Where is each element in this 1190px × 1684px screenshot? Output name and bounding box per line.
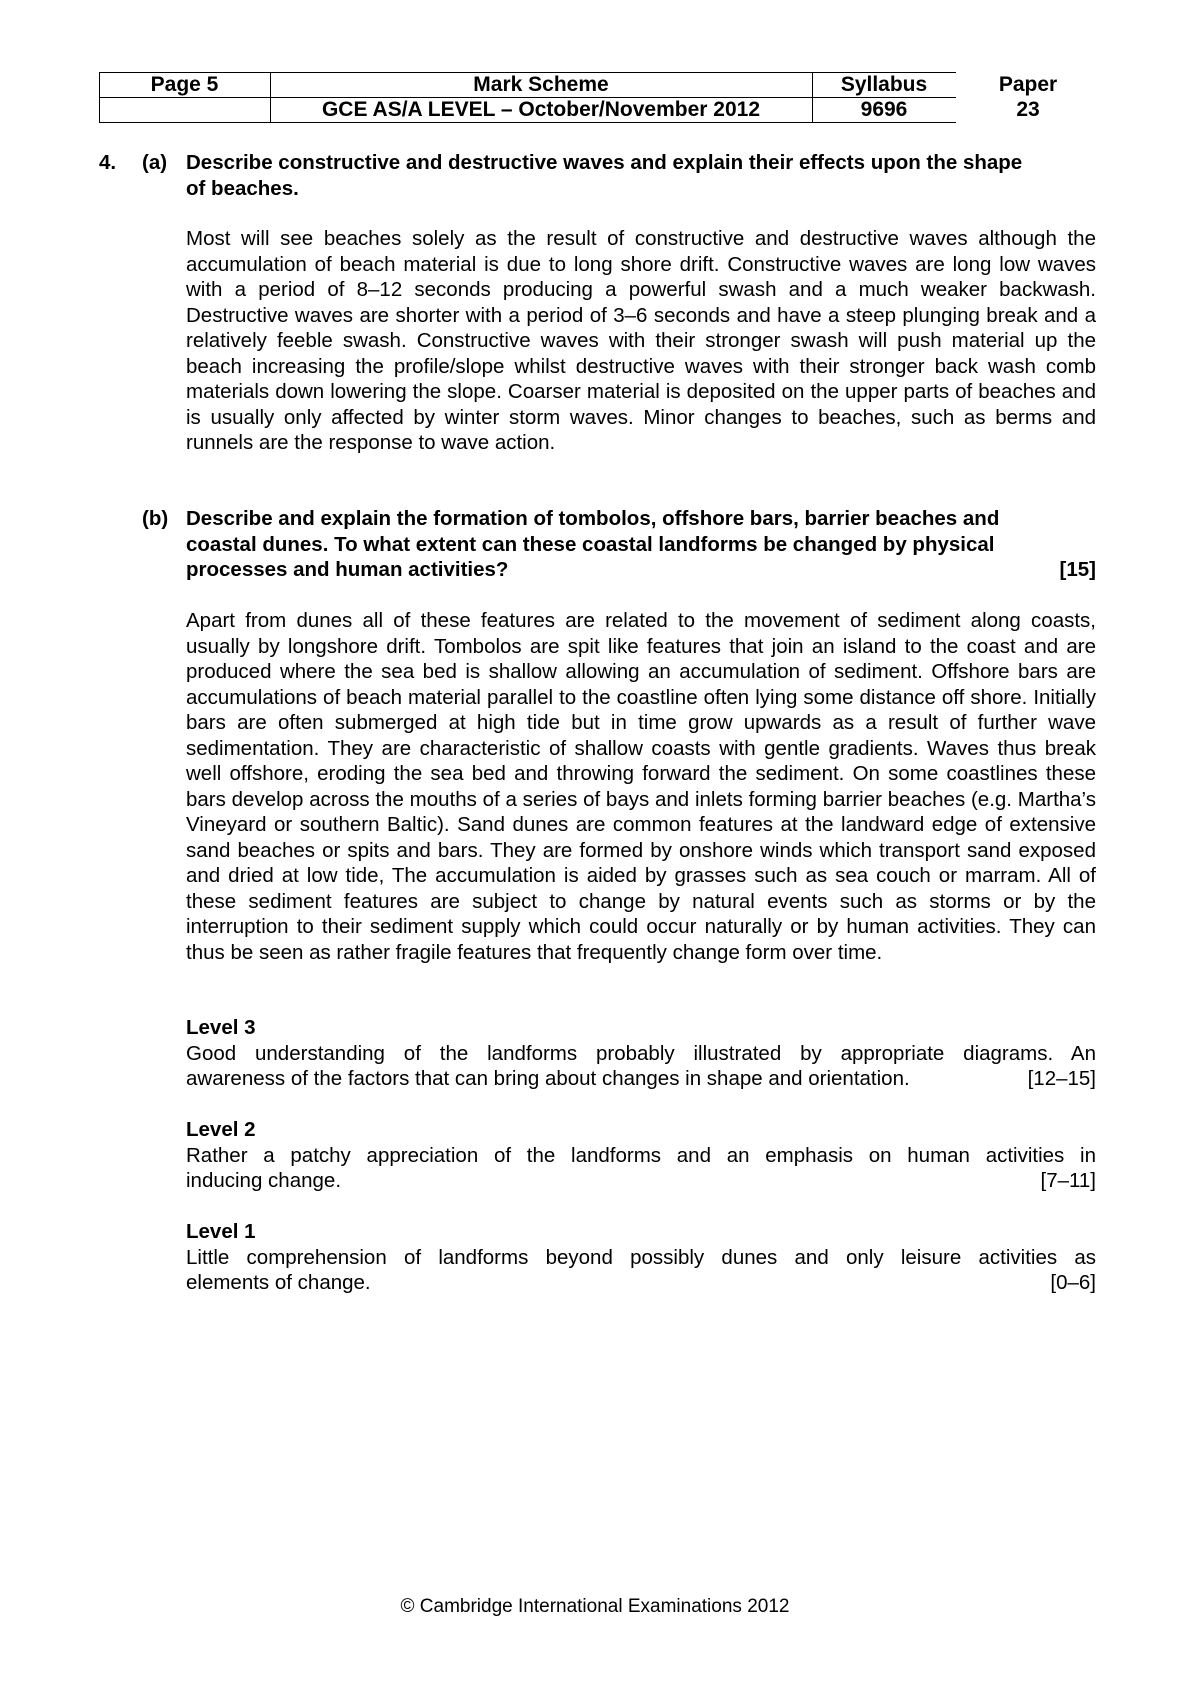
question-number: 4. <box>99 151 117 174</box>
part-b-label: (b) <box>142 507 169 530</box>
page-number: Page 5 <box>150 73 219 96</box>
part-b-question-line1: Describe and explain the formation of tombolos, offshore bars, barrier beaches and <box>186 507 1000 530</box>
level-1-marks: [0–6] <box>1050 1271 1096 1294</box>
paper-label: Paper <box>998 73 1058 96</box>
level-3-line2: awareness of the factors that can bring about changes in shape and orientation. <box>186 1067 910 1090</box>
document-title: Mark Scheme <box>473 73 609 96</box>
part-b-question-line3: processes and human activities? <box>186 558 509 581</box>
part-b-question-line2: coastal dunes. To what extent can these coastal landforms be changed by physical <box>186 532 995 556</box>
level-2-line2-row <box>186 1168 1096 1194</box>
level-2-line1: Rather a patchy appreciation of the landforms and an emphasis on human activities in <box>186 1143 1096 1167</box>
part-a-question-line1: Describe constructive and destructive waves and explain their effects upon the shape <box>186 151 1023 174</box>
level-2-marks: [7–11] <box>1040 1169 1096 1192</box>
copyright-footer: © Cambridge International Examinations 2012 <box>400 1596 790 1617</box>
level-1-line2: elements of change. <box>186 1271 371 1294</box>
paper-number: 23 <box>1016 98 1040 121</box>
level-2-title: Level 2 <box>186 1118 256 1141</box>
part-a-answer: Most will see beaches solely as the result of constructive and destructive waves although the accumulation of beach material is due to long shore drift. Constructive waves are long low waves with a period of 8–12 seconds producing a powerful swash and a much weaker backwash. Destructive waves are shorter with a period of 3–6 seconds and have a steep plunging break and a relatively feeble swash. Constructive waves with their stronger swash will push material up the beach increasing the profile/slope whilst destructive waves with their stronger back wash comb materials down lowering the slope. Coarser material is deposited on the upper parts of beaches and is usually only affected by winter storm waves. Minor changes to beaches, such as berms and runnels are the response to wave action. <box>186 227 1096 454</box>
level-2-line2: inducing change. <box>186 1169 342 1192</box>
part-a-question <box>186 150 1096 201</box>
level-1-line1: Little comprehension of landforms beyond possibly dunes and only leisure activities as <box>186 1245 1096 1269</box>
level-3-title: Level 3 <box>186 1016 256 1039</box>
level-3-line2-row <box>186 1066 1096 1092</box>
part-b-question <box>186 506 1096 583</box>
syllabus-label: Syllabus <box>840 73 928 96</box>
part-a-label: (a) <box>142 151 168 174</box>
level-1-line2-row <box>186 1270 1096 1296</box>
level-3-block <box>186 1015 1096 1092</box>
level-1-title: Level 1 <box>186 1220 256 1243</box>
part-a-question-line2: of beaches. <box>186 176 299 200</box>
level-1-block <box>186 1219 1096 1296</box>
part-b-answer: Apart from dunes all of these features are related to the movement of sediment along coasts, usually by longshore drift. Tombolos are spit like features that join an island to the coast and are produced where the sea bed is shallow allowing an accumulation of sediment. Offshore bars are accumulations of beach material parallel to the coastline often lying some distance off shore. Initially bars are often submerged at high tide but in time grow upwards as a result of further wave sedimentation. They are characteristic of shallow coasts with gentle gradients. Waves thus break well offshore, eroding the sea bed and throwing forward the sediment. On some coastlines these bars develop across the mouths of a series of bays and inlets forming barrier beaches (e.g. Martha’s Vineyard or southern Baltic). Sand dunes are common features at the landward edge of extensive sand beaches or spits and bars. They are formed by onshore winds which transport sand exposed and dried at low tide, The accumulation is aided by grasses such as sea couch or marram. All of these sediment features are subject to change by natural events such as storms or by the interruption to their sediment supply which could occur naturally or by human activities. They can thus be seen as rather fragile features that frequently change form over time. <box>186 609 1096 964</box>
exam-session: GCE AS/A LEVEL – October/November 2012 <box>321 98 761 121</box>
level-2-block <box>186 1117 1096 1194</box>
part-b-total-marks: [15] <box>1059 558 1096 581</box>
level-3-marks: [12–15] <box>1027 1067 1096 1090</box>
syllabus-code: 9696 <box>860 98 908 121</box>
level-3-line1: Good understanding of the landforms probably illustrated by appropriate diagrams. An <box>186 1041 1096 1065</box>
part-b-question-line3-row <box>186 557 1096 583</box>
